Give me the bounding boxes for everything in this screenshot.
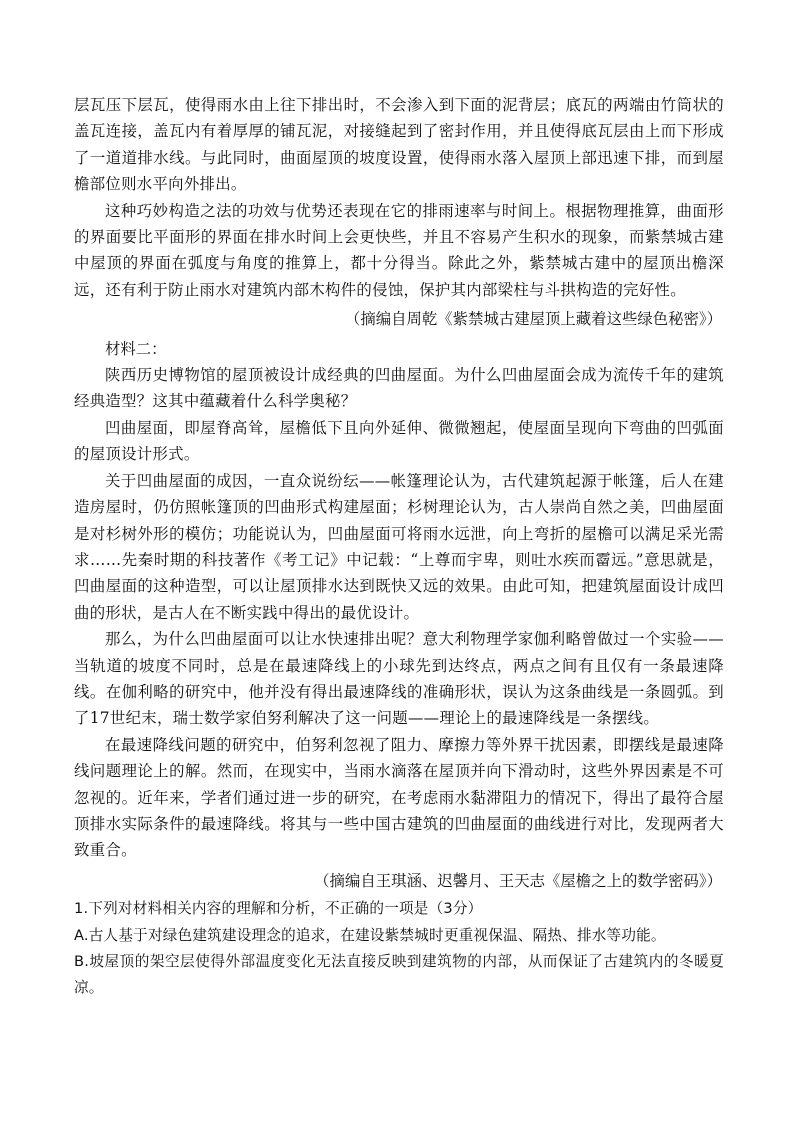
material2-paragraph-5: 在最速降线问题的研究中，伯努利忽视了阻力、摩擦力等外界干扰因素，即摆线是最速降线问题理论上的解。然而，在现实中，当雨水滴落在屋顶并向下滑动时，这些外界因素是不可忽视的。近年来，学者们通过进一步的研究，在考虑雨水黏滞阻力的情况下，得出了最符合屋顶排水实际条件的最速降线。将其与一些中国古建筑的凹曲屋面的曲线进行对比，发现两者大致重合。 xyxy=(74,735,724,860)
material2-paragraph-2: 凹曲屋面，即屋脊高耸，屋檐低下且向外延伸、微微翘起，使屋面呈现向下弯曲的凹弧面的屋顶设计形式。 xyxy=(74,418,724,464)
question-stem: 1.下列对材料相关内容的理解和分析，不正确的一项是（3分） xyxy=(74,900,483,918)
material2-paragraph-4: 那么，为什么凹曲屋面可以让水快速排出呢？意大利物理学家伽利略曾做过一个实验——当轨道的坡度不同时，总是在最速降线上的小球先到达终点，两点之间有且仅有一条最速降线。在伽利略的研究中，他并没有得出最速降线的准确形状，误认为这条曲线是一条圆弧。到了17世纪末，瑞士数学家伯努利解决了这一问题——理论上的最速降线是一条摆线。 xyxy=(74,630,724,728)
material1-paragraph-1: 层瓦压下层瓦，使得雨水由上往下排出时，不会渗入到下面的泥背层；底瓦的两端由竹筒状的盖瓦连接，盖瓦内有着厚厚的铺瓦泥，对接缝起到了密封作用，并且使得底瓦层由上而下形成了一道道排水线。与此同时，曲面屋顶的坡度设置，使得雨水落入屋顶上部迅速下排，而到屋檐部位则水平向外排出。 xyxy=(74,96,724,194)
question-option-b: B.坡屋顶的架空层使得外部温度变化无法直接反映到建筑物的内部，从而保证了古建筑内的冬暖夏凉。 xyxy=(74,953,724,997)
material2-paragraph-3: 关于凹曲屋面的成因，一直众说纷纭——帐篷理论认为，古代建筑起源于帐篷，后人在建造房屋时，仍仿照帐篷顶的凹曲形式构建屋面；杉树理论认为，古人崇尚自然之美，凹曲屋面是对杉树外形的模仿；功能说认为，凹曲屋面可将雨水远泄，向上弯折的屋檐可以满足采光需求……先秦时期的科技著作《考工记》中记载：“上尊而宇卑，则吐水疾而霤远。”意思就是，凹曲屋面的这种造型，可以让屋顶排水达到既快又远的效果。由此可知，把建筑屋面设计成凹曲的形状，是古人在不断实践中得出的最优设计。 xyxy=(74,471,724,622)
document-content xyxy=(74,92,724,1002)
material2-label: 材料二： xyxy=(105,339,167,358)
material2-source: （摘编自王琪涵、迟馨月、王天志《屋檐之上的数学密码》） xyxy=(314,871,722,890)
material1-source: （摘编自周乾《紫禁城古建屋顶上藏着这些绿色秘密》） xyxy=(344,310,722,329)
material1-paragraph-2: 这种巧妙构造之法的功效与优势还表现在它的排雨速率与时间上。根据物理推算，曲面形的界面要比平面形的界面在排水时间上会更快些，并且不容易产生积水的现象，而紫禁城古建中屋顶的界面在弧度与角度的推算上，都十分得当。除此之外，紫禁城古建中的屋顶出檐深远，还有利于防止雨水对建筑内部木构件的侵蚀，保护其内部梁柱与斗拱构造的完好性。 xyxy=(74,201,724,299)
material2-paragraph-1: 陕西历史博物馆的屋顶被设计成经典的凹曲屋面。为什么凹曲屋面会成为流传千年的建筑经典造型？这其中蕴藏着什么科学奥秘？ xyxy=(74,366,724,411)
question-option-a: A.古人基于对绿色建筑建设理念的追求，在建设紫禁城时更重视保温、隔热、排水等功能。 xyxy=(74,926,666,944)
